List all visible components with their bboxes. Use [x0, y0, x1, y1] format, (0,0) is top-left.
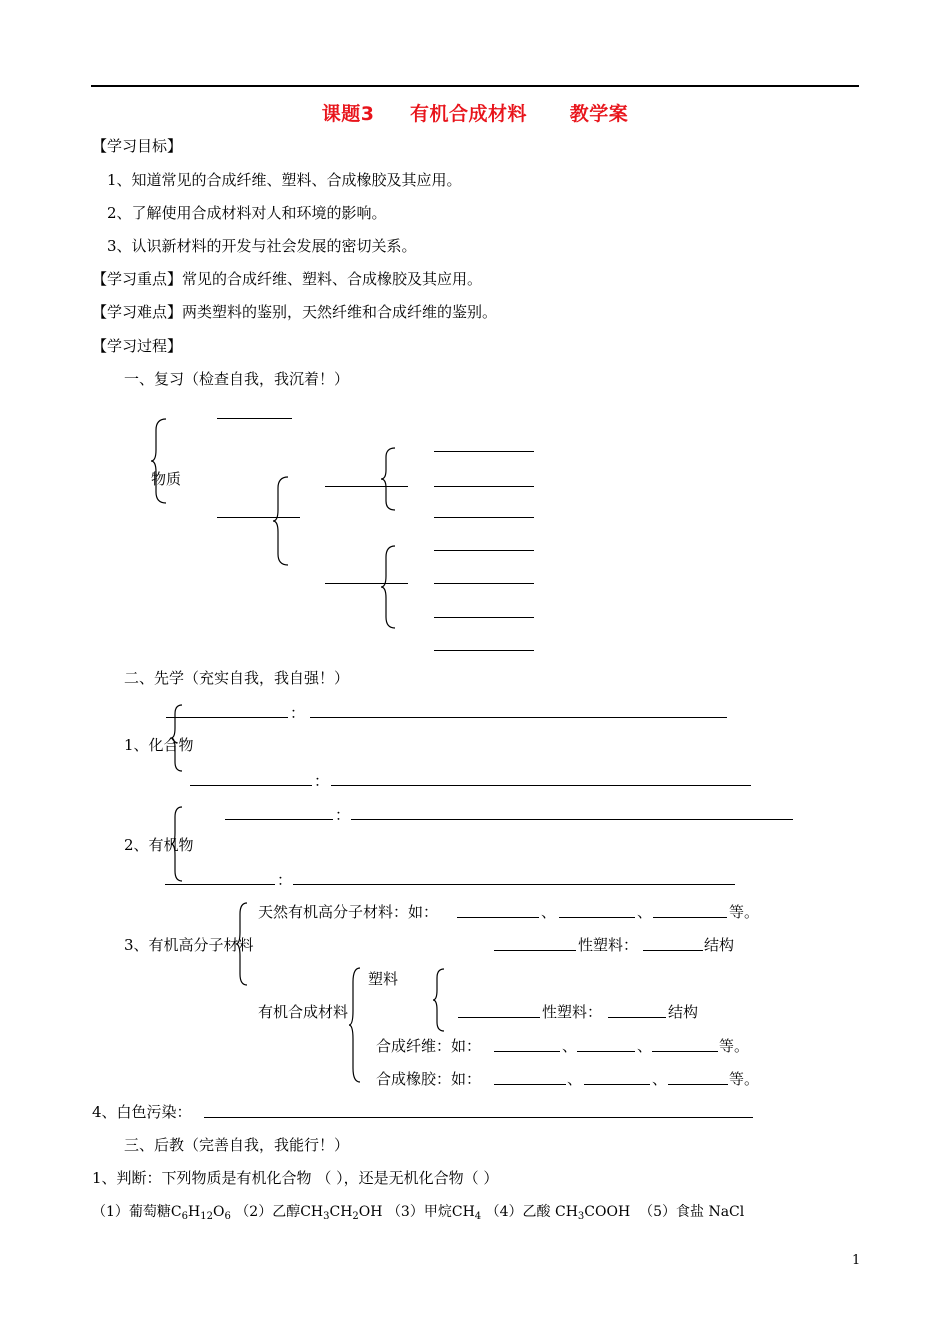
rubber-line: 合成橡胶：如： [376, 1070, 482, 1088]
blank-line [457, 917, 539, 918]
separator: 、 [652, 1070, 668, 1088]
blank-line [494, 1084, 566, 1085]
item-ethanol: （2）乙醇 [235, 1204, 301, 1220]
difficulty-line: 【学习难点】两类塑料的鉴别，天然纤维和合成纤维的鉴别。 [92, 303, 498, 321]
colon: ： [314, 772, 330, 790]
end-mark: 等。 [729, 903, 760, 921]
blank-line [325, 486, 408, 487]
blank-line [584, 1084, 650, 1085]
compound-list [92, 1203, 744, 1221]
section1-heading: 一、复习（检查自我，我沉着！） [124, 370, 350, 388]
colon: ： [290, 704, 306, 722]
formula-salt: NaCl [708, 1204, 745, 1220]
thermo-label: 性塑料： [542, 1003, 603, 1021]
blank-line [577, 1051, 635, 1052]
separator: 、 [562, 1037, 578, 1055]
blank-line [325, 583, 408, 584]
matter-label: 物质 [151, 470, 182, 488]
white-pollution-label: 4、白色污染： [92, 1103, 192, 1121]
blank-line [310, 717, 727, 718]
objective-item: 1、知道常见的合成纤维、塑料、合成橡胶及其应用。 [107, 171, 462, 189]
blank-line [225, 819, 333, 820]
page-number: 1 [852, 1253, 861, 1268]
blank-line [190, 785, 312, 786]
item-methane: （3）甲烷 [386, 1204, 452, 1220]
blank-line [217, 517, 300, 518]
blank-line [652, 1051, 718, 1052]
blank-line [643, 950, 703, 951]
formula-glucose: $C_6H_{12}O_6$ [170, 1204, 231, 1222]
blank-line [653, 917, 727, 918]
item-acetic-acid: （4）乙酸 [485, 1204, 551, 1220]
blank-line [494, 1051, 560, 1052]
blank-line [434, 486, 534, 487]
formula-acetic-acid: $CH_3COOH$ [554, 1204, 631, 1222]
objective-item: 3、认识新材料的开发与社会发展的密切关系。 [107, 237, 417, 255]
blank-line [434, 650, 534, 651]
polymer-label: 3、有机高分子材料 [124, 936, 254, 954]
compound-label: 1、化合物 [124, 736, 194, 754]
brace-level2 [272, 476, 292, 566]
section2-heading: 二、先学（充实自我，我自强！） [124, 669, 350, 687]
structure-label: 结构 [668, 1003, 699, 1021]
separator: 、 [541, 903, 557, 921]
fiber-line: 合成纤维：如： [376, 1037, 482, 1055]
blank-line [494, 950, 576, 951]
blank-line [608, 1017, 666, 1018]
top-rule [91, 85, 859, 87]
blank-line [434, 517, 534, 518]
section3-heading: 三、后教（完善自我，我能行！） [124, 1136, 350, 1154]
blank-line [351, 819, 793, 820]
separator: 、 [637, 903, 653, 921]
brace-plastic [432, 968, 448, 1032]
blank-line [434, 451, 534, 452]
organic-label: 2、有机物 [124, 836, 194, 854]
brace-matter [150, 418, 170, 504]
item-salt: （5）食盐 [639, 1204, 704, 1220]
end-mark: 等。 [729, 1070, 760, 1088]
blank-line [217, 418, 292, 419]
brace-level3b [380, 545, 400, 629]
brace-level3a [380, 447, 400, 511]
objective-item: 2、了解使用合成材料对人和环境的影响。 [107, 204, 387, 222]
brace-synthetic [348, 967, 364, 1083]
item-glucose: （1）葡萄糖 [92, 1204, 171, 1220]
blank-line [204, 1117, 753, 1118]
thermo-label: 性塑料： [578, 936, 639, 954]
objectives-heading: 【学习目标】 [92, 137, 183, 155]
colon: ： [277, 871, 293, 889]
blank-line [331, 785, 751, 786]
blank-line [434, 617, 534, 618]
blank-line [434, 550, 534, 551]
blank-line [293, 884, 735, 885]
separator: 、 [567, 1070, 583, 1088]
blank-line [668, 1084, 728, 1085]
process-heading: 【学习过程】 [92, 337, 183, 355]
page-title: 课题3 有机合成材料 教学案 [321, 103, 629, 125]
blank-line [559, 917, 635, 918]
colon: ： [335, 806, 351, 824]
blank-line [166, 717, 288, 718]
end-mark: 等。 [719, 1037, 750, 1055]
separator: 、 [637, 1037, 653, 1055]
blank-line [165, 884, 275, 885]
natural-polymer-line: 天然有机高分子材料：如： [258, 903, 439, 921]
formula-ethanol: $CH_3CH_2OH$ [300, 1204, 383, 1222]
formula-methane: $CH_4$ [451, 1204, 482, 1222]
focus-line: 【学习重点】常见的合成纤维、塑料、合成橡胶及其应用。 [92, 270, 483, 288]
blank-line [458, 1017, 540, 1018]
synthetic-label: 有机合成材料 [258, 1003, 349, 1021]
question-1: 1、判断：下列物质是有机化合物 （ ），还是无机化合物（ ） [92, 1169, 499, 1187]
structure-label: 结构 [704, 936, 735, 954]
blank-line [434, 583, 534, 584]
plastic-label: 塑料 [368, 970, 399, 988]
